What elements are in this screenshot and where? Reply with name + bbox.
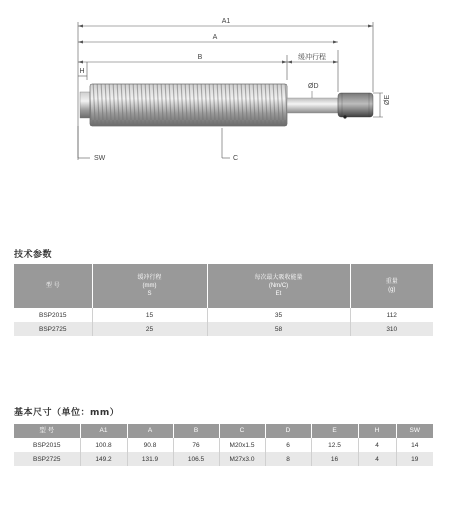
dim-header-c: C [219, 424, 265, 438]
dim-cell: 6 [265, 438, 311, 452]
dim-header-d: D [265, 424, 311, 438]
dim-cell: BSP2725 [14, 452, 80, 466]
spec-cell: 35 [207, 308, 350, 322]
dim-cell: 12.5 [311, 438, 358, 452]
dim-header-model: 型 号 [14, 424, 80, 438]
label-c: C [233, 155, 239, 162]
dim-cell: 4 [358, 438, 396, 452]
dim-cell: 19 [396, 452, 433, 466]
dim-header-sw: SW [396, 424, 433, 438]
table-row [14, 438, 433, 452]
dim-header-h: H [358, 424, 396, 438]
spec-header-weight: 重量 (g) [350, 264, 433, 308]
spec-header-model: 型 号 [14, 264, 92, 308]
dim-cell: M20x1.5 [219, 438, 265, 452]
dim-cell: 131.9 [127, 452, 173, 466]
spec-cell: 15 [92, 308, 207, 322]
spec-cell: 112 [350, 308, 433, 322]
dim-cell: M27x3.0 [219, 452, 265, 466]
label-a1: A1 [221, 18, 231, 25]
spec-table-header-row [14, 264, 433, 308]
spec-header-energy: 每次最大吸收能量 (Nm/C) Et [207, 264, 350, 308]
dim-header-b: B [173, 424, 219, 438]
dim-cell: BSP2015 [14, 438, 80, 452]
piston-rod [287, 98, 338, 113]
label-a: A [212, 34, 218, 41]
label-h: H [79, 68, 85, 75]
label-sw: SW [94, 155, 106, 162]
spec-cell: 58 [207, 322, 350, 336]
dim-cell: 106.5 [173, 452, 219, 466]
spec-cell: BSP2015 [14, 308, 92, 322]
dim-cell: 4 [358, 452, 396, 466]
spec-cell: 25 [92, 322, 207, 336]
label-d: ØD [308, 83, 319, 90]
label-stroke: 缓冲行程 [298, 54, 326, 61]
dim-cell: 100.8 [80, 438, 127, 452]
dim-cell: 14 [396, 438, 433, 452]
dim-cell: 76 [173, 438, 219, 452]
spec-cell: 310 [350, 322, 433, 336]
dim-section-title: 基本尺寸（单位：mm） [14, 408, 120, 418]
dim-header-a1: A1 [80, 424, 127, 438]
table-row [14, 452, 433, 466]
dim-header-a: A [127, 424, 173, 438]
shock-absorber-drawing [0, 0, 453, 200]
dim-header-e: E [311, 424, 358, 438]
table-row [14, 322, 433, 336]
body-end-collar [80, 92, 90, 118]
dim-cell: 90.8 [127, 438, 173, 452]
dim-cell: 16 [311, 452, 358, 466]
dim-table [14, 424, 433, 466]
label-b: B [197, 54, 203, 61]
spec-cell: BSP2725 [14, 322, 92, 336]
end-cap [338, 93, 373, 117]
label-e: ØE [384, 94, 391, 105]
spec-header-stroke: 缓冲行程 (mm) S [92, 264, 207, 308]
dim-cell: 149.2 [80, 452, 127, 466]
dim-cell: 8 [265, 452, 311, 466]
spec-section-title: 技术参数 [14, 250, 53, 260]
spec-table [14, 264, 433, 336]
table-row [14, 308, 433, 322]
dim-table-header-row [14, 424, 433, 438]
